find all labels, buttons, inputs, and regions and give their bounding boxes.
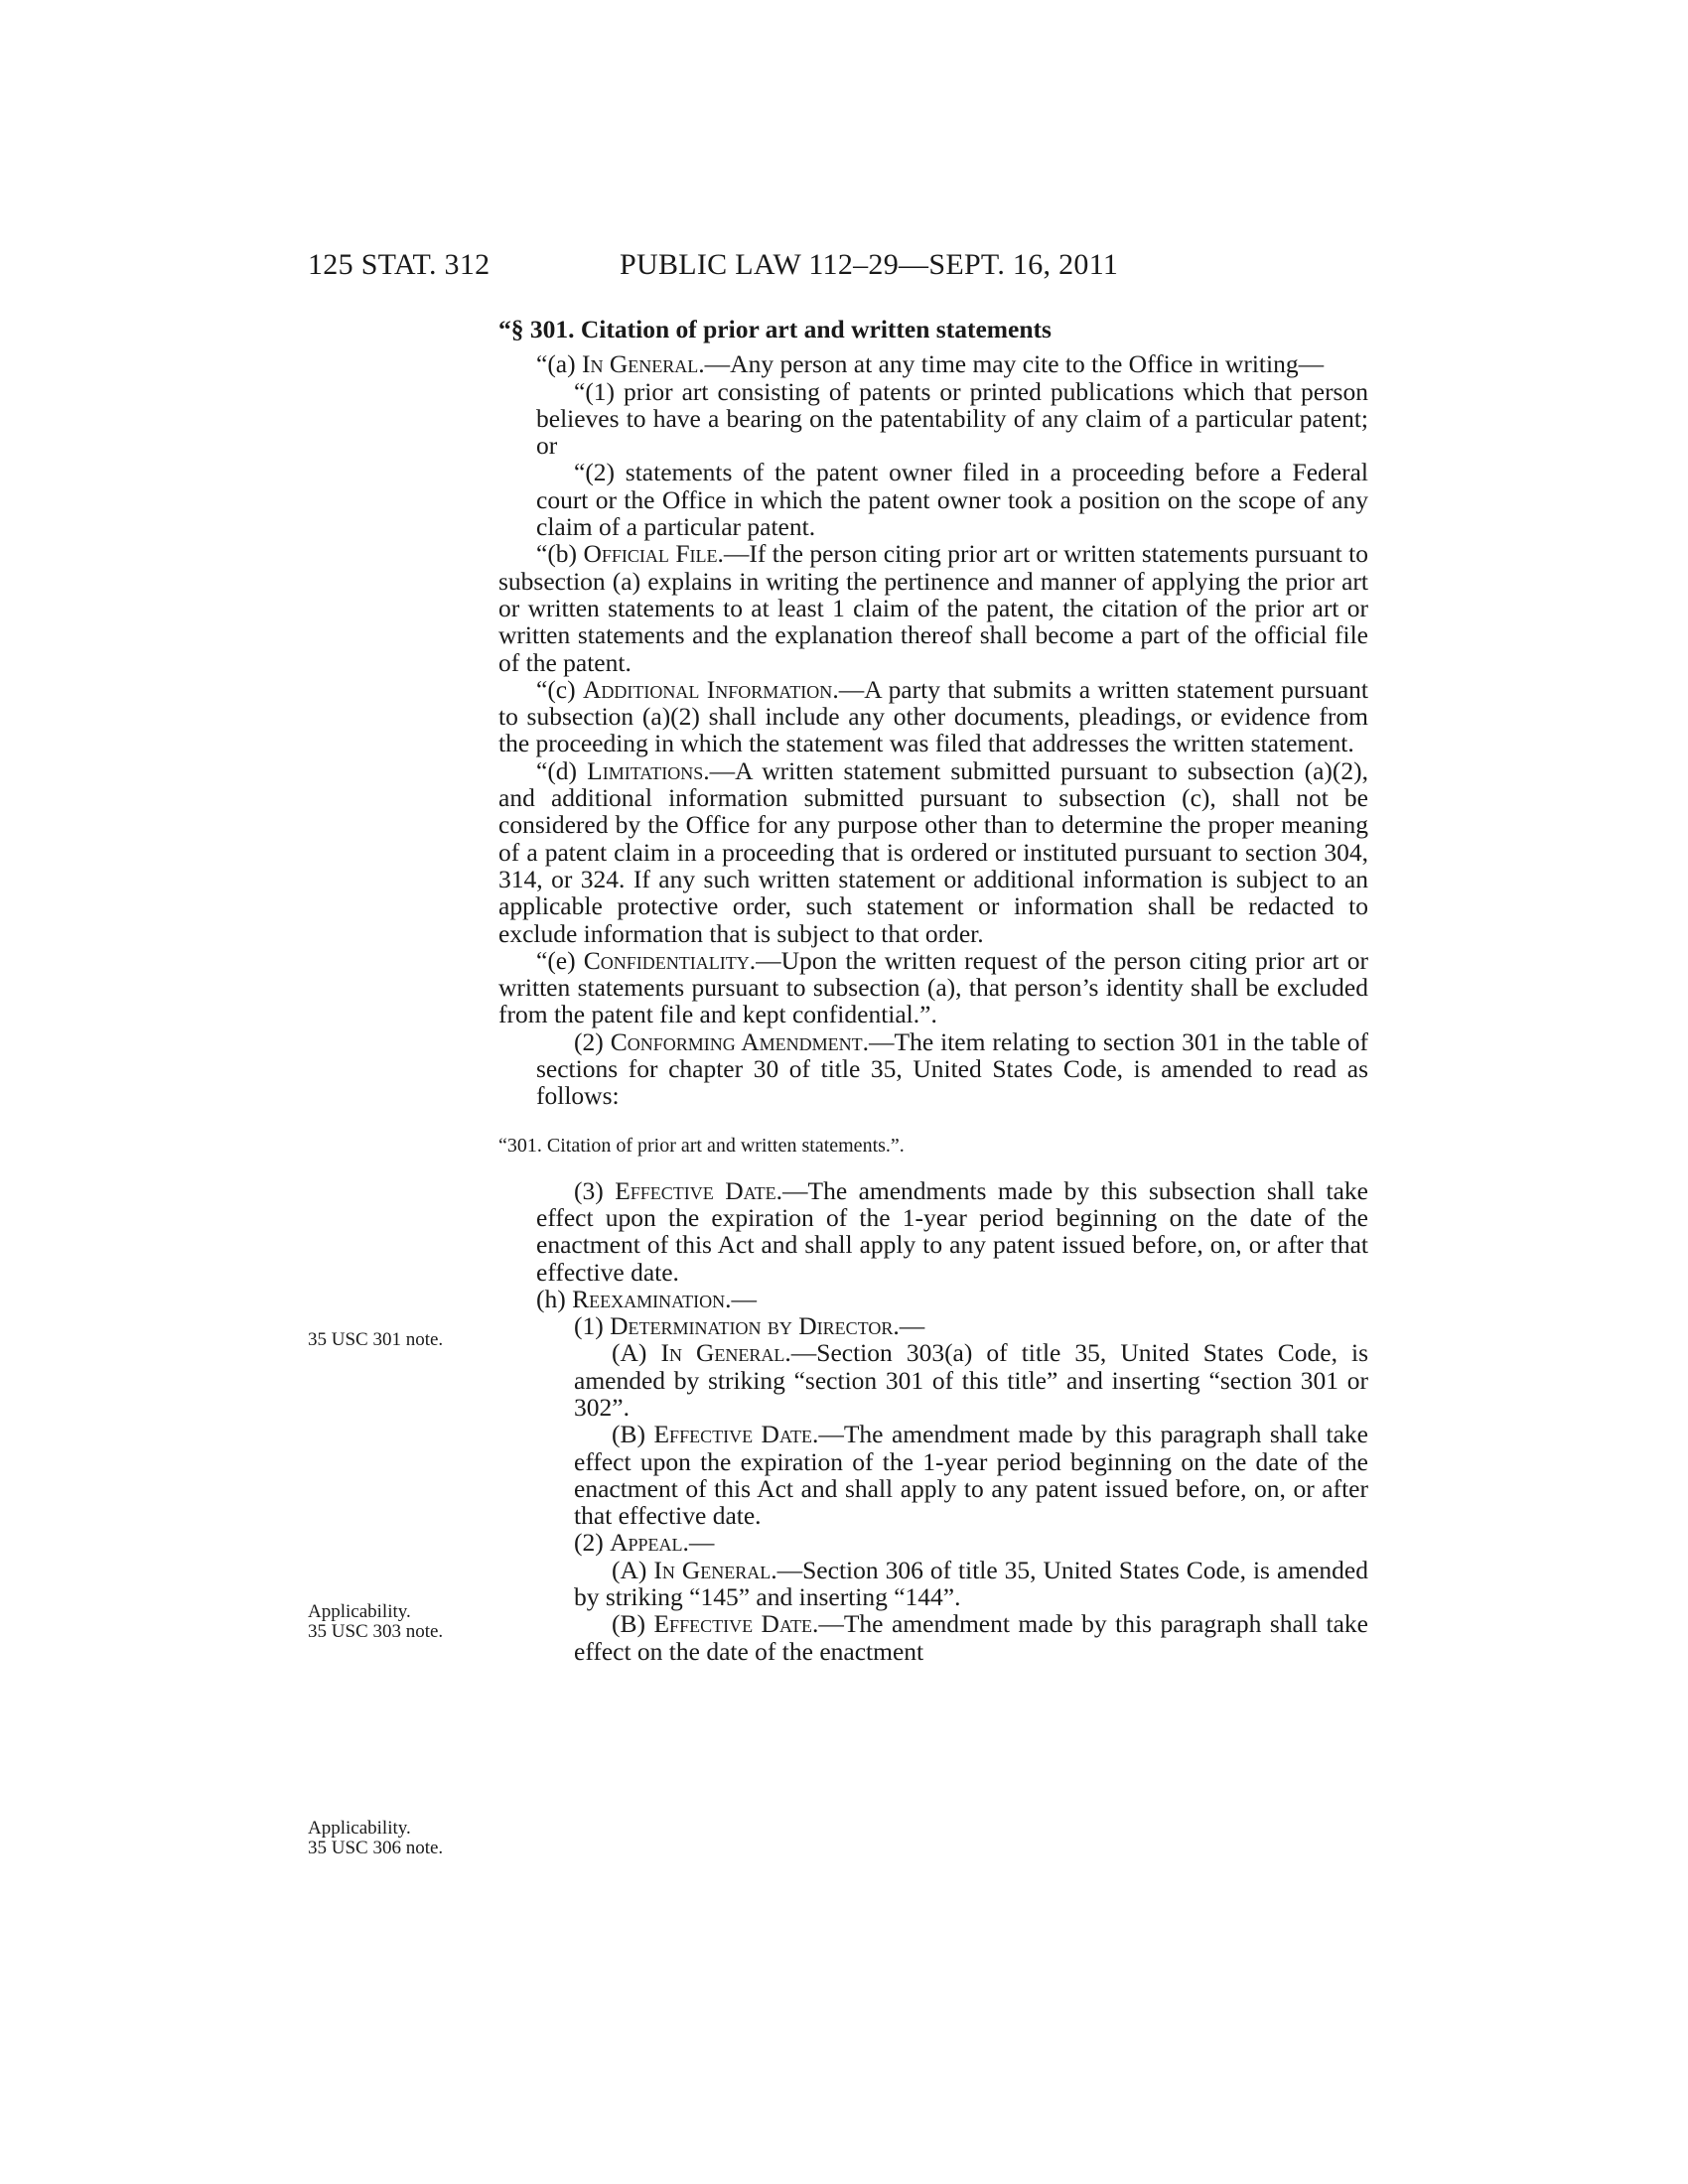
subsection-text: .—Upon the written request of the person citing prior art or written statements pursuant to subsection (a), that person’s identity shall be excluded from the patent file and kept confidential.”. bbox=[498, 945, 1368, 1029]
paragraph-heading: Conforming Amendment bbox=[610, 1026, 863, 1056]
subsection-heading: Reexamination bbox=[572, 1284, 726, 1313]
subsection-prefix: “(c) bbox=[536, 674, 584, 704]
subsection-a bbox=[498, 350, 1368, 377]
paragraph-prefix: (3) bbox=[574, 1175, 616, 1205]
subparagraph-h-1-b bbox=[574, 1421, 1368, 1529]
subsection-heading: In General bbox=[582, 349, 699, 379]
subparagraph-text: .—The amendment made by this paragraph shall take effect on the date of the enactment bbox=[574, 1609, 1368, 1666]
subparagraph-text: .—Section 303(a) of title 35, United States Code, is amended by striking “section 301 of this title” and inserting “section 301 or 302”. bbox=[574, 1338, 1368, 1422]
subsection-a-item-1: “(1) prior art consisting of patents or printed publications which that person believes to have a bearing on the patentability of any claim of a particular patent; or bbox=[536, 376, 1368, 461]
subsection-prefix: “(e) bbox=[536, 945, 584, 975]
paragraph-prefix: (2) bbox=[574, 1528, 611, 1558]
subsection-text: .—Any person at any time may cite to the Office in writing— bbox=[698, 349, 1325, 379]
subsection-a-item-2: “(2) statements of the patent owner filed in a proceeding before a Federal court or the Office in which the patent owner took a position on the scope of any claim of a particular patent. bbox=[536, 458, 1368, 542]
subsection-d bbox=[498, 757, 1368, 947]
subsection-text: .—A party that submits a written statement pursuant to subsection (a)(2) shall include any other documents, pleadings, or evidence from the proceeding in which the statement was filed that addresses the written statement. bbox=[498, 674, 1368, 758]
paragraph-h-1 bbox=[536, 1312, 1368, 1339]
subsection-h bbox=[498, 1286, 1368, 1312]
conforming-amendment bbox=[536, 1028, 1368, 1110]
section-heading: “§ 301. Citation of prior art and written statements bbox=[498, 315, 1052, 343]
margin-note-text: 35 USC 303 note. bbox=[308, 1621, 444, 1642]
subparagraph-h-2-b bbox=[574, 1610, 1368, 1665]
subsection-prefix: “(b) bbox=[536, 539, 584, 569]
paragraph-text: .— bbox=[682, 1528, 715, 1558]
paragraph-heading: Determination by Director bbox=[610, 1311, 894, 1341]
statute-page-number: 125 STAT. 312 bbox=[308, 248, 491, 281]
paragraph-heading: Effective Date bbox=[615, 1175, 776, 1205]
subsection-text: .—If the person citing prior art or written statements pursuant to subsection (a) explains in writing the pertinence and manner of applying the prior art or written statements to at least 1 claim of the patent, the citation of the prior art or written statements and the explanation thereof shall become a part of the official file of the patent. bbox=[498, 539, 1368, 677]
subparagraph-prefix: (B) bbox=[612, 1420, 654, 1449]
subsection-heading: Confidentiality bbox=[583, 945, 750, 975]
subsection-e bbox=[498, 947, 1368, 1028]
margin-note-text: 35 USC 306 note. bbox=[308, 1838, 444, 1858]
subparagraph-heading: In General bbox=[660, 1338, 785, 1368]
subsection-c bbox=[498, 676, 1368, 757]
subsection-heading: Additional Information bbox=[583, 674, 833, 704]
subparagraph-heading: In General bbox=[653, 1555, 772, 1584]
public-law-title: PUBLIC LAW 112–29—SEPT. 16, 2011 bbox=[620, 248, 1119, 281]
subsection-heading: Limitations bbox=[587, 755, 704, 785]
page-header bbox=[0, 248, 1688, 288]
subparagraph-text: .—Section 306 of title 35, United States Code, is amended by striking “145” and inserting “144”. bbox=[574, 1555, 1368, 1612]
margin-note-301 bbox=[308, 1330, 487, 1350]
subsection-prefix: “(d) bbox=[536, 755, 588, 785]
margin-note-306 bbox=[308, 1819, 487, 1858]
subsection-text: .—A written statement submitted pursuant to subsection (a)(2), and additional information submitted pursuant to subsection (c), shall not be considered by the Office for any purpose other than to determine the proper meaning of a patent claim in a proceeding that is ordered or instituted pursuant to section 304, 314, or 324. If any such written statement or additional information is subject to an applicable protective order, such statement or information shall be redacted to exclude information that is subject to that order. bbox=[498, 755, 1368, 948]
effective-date-paragraph bbox=[536, 1177, 1368, 1286]
subparagraph-heading: Effective Date bbox=[653, 1420, 812, 1449]
main-text-column bbox=[498, 316, 1368, 1665]
paragraph-h-2 bbox=[536, 1529, 1368, 1556]
subsection-prefix: “(a) bbox=[536, 349, 582, 379]
subparagraph-prefix: (A) bbox=[612, 1338, 661, 1368]
margin-note-label: Applicability. bbox=[308, 1601, 411, 1622]
margin-note-label: Applicability. bbox=[308, 1818, 411, 1839]
subparagraph-prefix: (A) bbox=[612, 1555, 654, 1584]
subparagraph-prefix: (B) bbox=[612, 1609, 654, 1639]
subparagraph-text: .—The amendment made by this paragraph shall take effect upon the expiration of the 1-year period beginning on the date of the enactment of this Act and shall apply to any patent issued before, on, or after that effective date. bbox=[574, 1420, 1368, 1531]
paragraph-text: .—The item relating to section 301 in the table of sections for chapter 30 of title 35, United States Code, is amended to read as follows: bbox=[536, 1026, 1368, 1111]
paragraph-text: .—The amendments made by this subsection shall take effect upon the expiration of the 1-year period beginning on the date of the enactment of this Act and shall apply to any patent issued before, on, or after that effective date. bbox=[536, 1175, 1368, 1287]
paragraph-prefix: (2) bbox=[574, 1026, 611, 1056]
subparagraph-h-2-a bbox=[574, 1557, 1368, 1611]
paragraph-heading: Appeal bbox=[610, 1528, 683, 1558]
subsection-heading: Official File bbox=[583, 539, 718, 569]
margin-note-303 bbox=[308, 1602, 487, 1642]
subparagraph-heading: Effective Date bbox=[653, 1609, 812, 1639]
paragraph-text: .— bbox=[893, 1311, 925, 1341]
margin-note-text: 35 USC 301 note. bbox=[308, 1329, 444, 1350]
table-of-sections-item: “301. Citation of prior art and written statements.”. bbox=[498, 1134, 905, 1157]
subsection-b bbox=[498, 540, 1368, 675]
subsection-text: .— bbox=[725, 1284, 757, 1313]
paragraph-prefix: (1) bbox=[574, 1311, 611, 1341]
subparagraph-h-1-a bbox=[574, 1339, 1368, 1421]
subsection-prefix: (h) bbox=[536, 1284, 573, 1313]
